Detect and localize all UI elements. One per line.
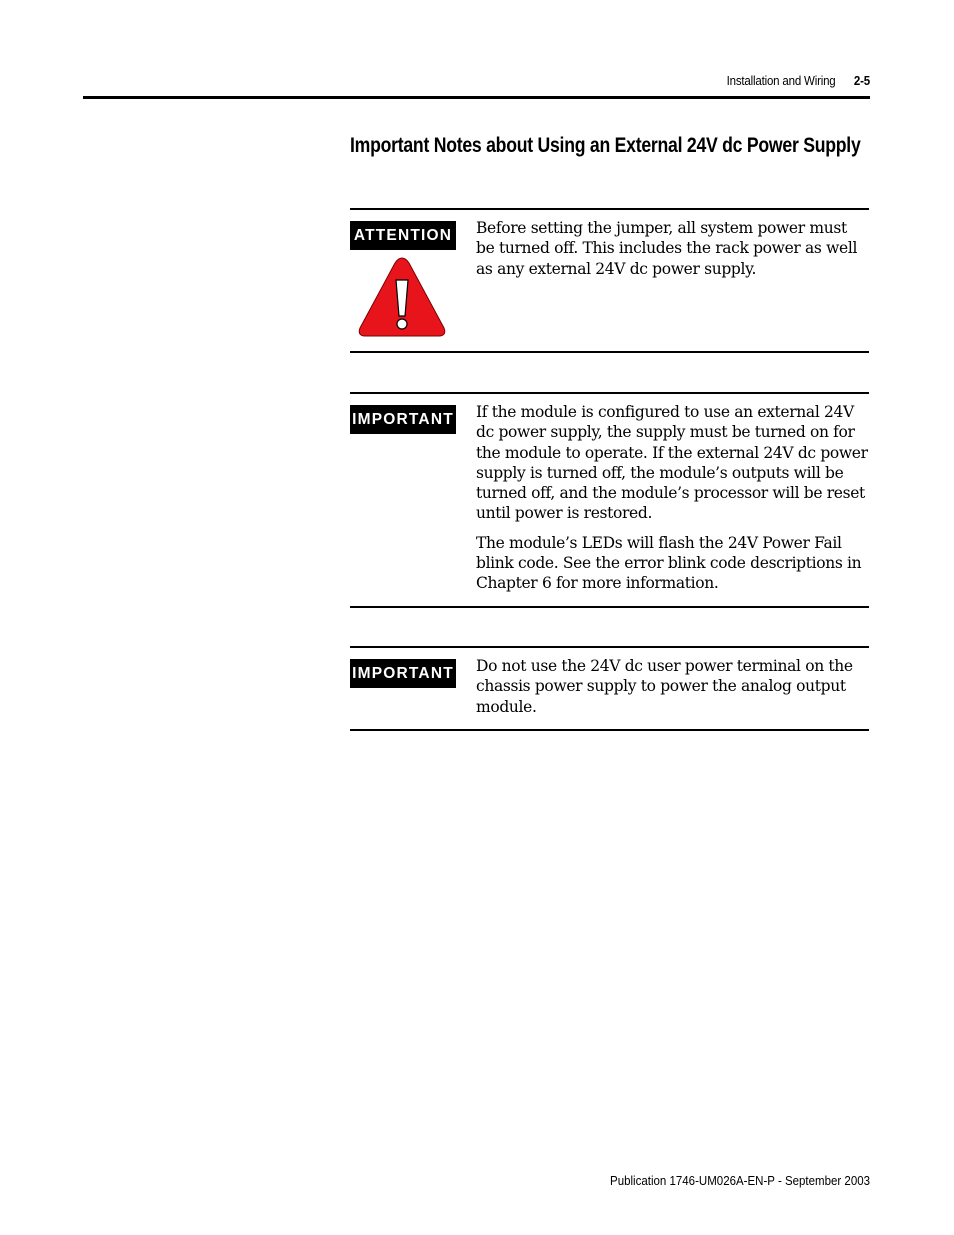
notice-paragraph: Do not use the 24V dc user power terminal on the chassis power supply to power the analog output module. [476,657,853,716]
publication-footer: Publication 1746-UM026A-EN-P - September 2003 [610,1174,870,1188]
notice-paragraph: If the module is configured to use an external 24V dc power supply, the supply must be turned on for the module to operate. If the external 24V dc power supply is turned off, the module’s outputs will be turned off, and the module’s processor will be reset until power is restored. [476,403,868,523]
notice-paragraph: The module’s LEDs will flash the 24V Power Fail blink code. See the error blink code descriptions in Chapter 6 for more information. [476,533,862,593]
notice-bottom-rule [350,729,869,731]
notice-top-rule [350,392,869,394]
important-body-1 [476,402,869,603]
section-title: Important Notes about Using an External 24V dc Power Supply [350,134,861,157]
page-number: 2-5 [853,74,870,88]
notice-bottom-rule [350,606,869,608]
header-rule [83,96,870,99]
important-notice-1 [350,392,869,609]
notice-top-rule [350,646,869,648]
important-notice-2 [350,646,869,732]
header-section: Installation and Wiring [726,74,836,88]
attention-notice [350,208,869,354]
notice-bottom-rule [350,351,869,353]
notice-top-rule [350,208,869,210]
attention-label: ATTENTION [350,221,456,250]
running-header [640,74,870,88]
notice-paragraph: Before setting the jumper, all system power must be turned off. This includes the rack power as well as any external 24V dc power supply. [476,219,858,278]
important-label: IMPORTANT [350,659,456,688]
attention-body [476,218,869,288]
warning-triangle-icon [357,256,447,338]
important-label: IMPORTANT [350,405,456,434]
important-body-2 [476,656,869,726]
